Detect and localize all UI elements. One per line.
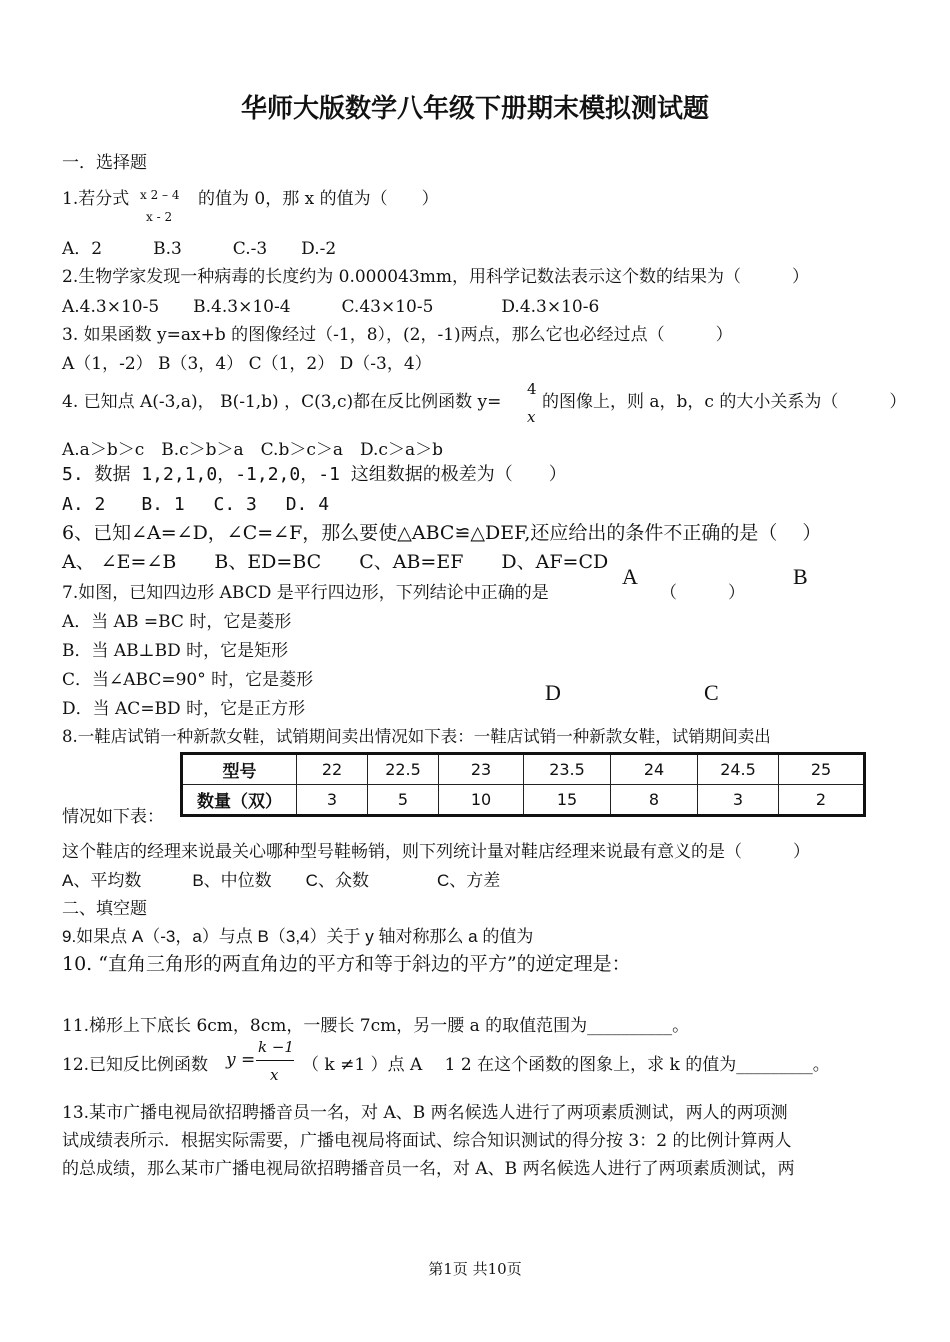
q6-text: 6、已知∠A=∠D，∠C=∠F，那么要使△ABC≌△DEF,还应给出的条件不正确的是（ ） bbox=[62, 522, 822, 544]
q1-tail: 的值为 0，那 x 的值为（ ） bbox=[198, 189, 439, 209]
q3-options: A（1，-2） B（3，4） C（1，2） D（-3，4） bbox=[62, 354, 432, 374]
q11-text: 11.梯形上下底长 6cm，8cm，一腰长 7cm，另一腰 a 的取值范围为__________。 bbox=[62, 1016, 690, 1036]
table-cell: 25 bbox=[779, 754, 865, 785]
q1-lead: 1.若分式 bbox=[62, 189, 130, 209]
table-row bbox=[182, 754, 865, 785]
table-cell: 2 bbox=[779, 785, 865, 816]
q7-option-a: A．当 AB =BC 时，它是菱形 bbox=[62, 612, 292, 632]
q7-paren: （ ） bbox=[660, 583, 745, 603]
figure-vertex-b: B bbox=[793, 564, 808, 589]
q4-tail: 的图像上，则 a，b，c 的大小关系为（ ） bbox=[542, 392, 907, 412]
q7-text: 7.如图，已知四边形 ABCD 是平行四边形，下列结论中正确的是 bbox=[62, 583, 549, 603]
q8-text2: 这个鞋店的经理来说最关心哪种型号鞋畅销，则下列统计量对鞋店经理来说最有意义的是（ ） bbox=[62, 842, 810, 862]
section-choice-heading: 一．选择题 bbox=[62, 153, 147, 173]
table-cell: 15 bbox=[524, 785, 611, 816]
q8-options: A、平均数 B、中位数 C、众数 C、方差 bbox=[62, 871, 501, 890]
q7-option-b: B．当 AB⊥BD 时，它是矩形 bbox=[62, 641, 289, 661]
q12-denominator: x bbox=[270, 1066, 279, 1084]
table-cell: 23.5 bbox=[524, 754, 611, 785]
table-cell: 22.5 bbox=[368, 754, 439, 785]
q12-y: y = bbox=[226, 1050, 256, 1070]
table-cell: 24.5 bbox=[698, 754, 779, 785]
q12-lead: 12.已知反比例函数 bbox=[62, 1055, 209, 1075]
q10-text: 10. “直角三角形的两直角边的平方和等于斜边的平方”的逆定理是： bbox=[62, 953, 631, 975]
q6-options: A、 ∠E=∠B B、ED=BC C、AB=EF D、AF=CD bbox=[62, 551, 609, 573]
q12-fraction-bar bbox=[256, 1060, 294, 1061]
q7-option-c: C．当∠ABC=90° 时，它是菱形 bbox=[62, 670, 314, 690]
q4-denominator: x bbox=[527, 408, 536, 426]
table-cell: 3 bbox=[297, 785, 368, 816]
q4-lead: 4. 已知点 A(-3,a)， B(-1,b) ，C(3,c)都在反比例函数 y= bbox=[62, 392, 502, 412]
table-header-count: 数量（双） bbox=[182, 785, 297, 816]
q9-text: 9.如果点 A（-3，a）与点 B（3,4）关于 y 轴对称那么 a 的值为 bbox=[62, 927, 534, 946]
q1-denominator: x - 2 bbox=[146, 210, 173, 224]
q4-numerator: 4 bbox=[527, 380, 537, 398]
figure-vertex-a: A bbox=[622, 564, 638, 589]
q4-options: A.a＞b＞c B.c＞b＞a C.b＞c＞a D.c＞a＞b bbox=[62, 440, 443, 460]
table-cell: 3 bbox=[698, 785, 779, 816]
page-title: 华师大版数学八年级下册期末模拟测试题 bbox=[240, 94, 709, 124]
table-cell: 8 bbox=[611, 785, 698, 816]
q2-options: A.4.3×10-5 B.4.3×10-4 C.43×10-5 D.4.3×10-6 bbox=[62, 297, 600, 317]
table-cell: 22 bbox=[297, 754, 368, 785]
q1-options: A．2 B.3 C.-3 D.-2 bbox=[62, 239, 337, 259]
q2-text: 2.生物学家发现一种病毒的长度约为 0.000043mm，用科学记数法表示这个数的结果为（ ） bbox=[62, 267, 809, 287]
q13-line2: 试成绩表所示．根据实际需要，广播电视局将面试、综合知识测试的得分按 3：2 的比例计算两人 bbox=[62, 1131, 792, 1151]
q5-options: A. 2 B. 1 C. 3 D. 4 bbox=[62, 494, 330, 515]
q8-text: 8.一鞋店试销一种新款女鞋，试销期间卖出情况如下表：一鞋店试销一种新款女鞋，试销期间卖出 bbox=[62, 727, 771, 746]
table-cell: 24 bbox=[611, 754, 698, 785]
q12-numerator: k −1 bbox=[258, 1038, 294, 1056]
shoe-sales-table bbox=[180, 752, 866, 817]
table-header-size: 型号 bbox=[182, 754, 297, 785]
table-cell: 5 bbox=[368, 785, 439, 816]
q13-line3: 的总成绩，那么某市广播电视局欲招聘播音员一名，对 A、B 两名候选人进行了两项素质测试，两 bbox=[62, 1159, 795, 1179]
q7-option-d: D．当 AC=BD 时，它是正方形 bbox=[62, 699, 306, 719]
page-footer: 第1页 共10页 bbox=[428, 1260, 522, 1278]
figure-vertex-d: D bbox=[545, 680, 561, 705]
section-fill-heading: 二、填空题 bbox=[62, 899, 147, 918]
q12-tail: （ k ≠1 ）点 A 1 2 在这个函数的图象上，求 k 的值为_________。 bbox=[302, 1055, 830, 1075]
table-cell: 23 bbox=[439, 754, 524, 785]
figure-vertex-c: C bbox=[704, 680, 719, 705]
q5-text: 5. 数据 1,2,1,0，-1,2,0，-1 这组数据的极差为（ ） bbox=[62, 464, 567, 485]
q8-lead2: 情况如下表： bbox=[62, 807, 164, 827]
table-cell: 10 bbox=[439, 785, 524, 816]
q1-numerator: x 2 – 4 bbox=[140, 188, 180, 202]
q3-text: 3. 如果函数 y=ax+b 的图像经过（-1，8），(2，-1)两点，那么它也必经过点（ ） bbox=[62, 325, 733, 345]
q13-line1: 13.某市广播电视局欲招聘播音员一名，对 A、B 两名候选人进行了两项素质测试，两人的两项测 bbox=[62, 1103, 788, 1123]
table-row bbox=[182, 785, 865, 816]
